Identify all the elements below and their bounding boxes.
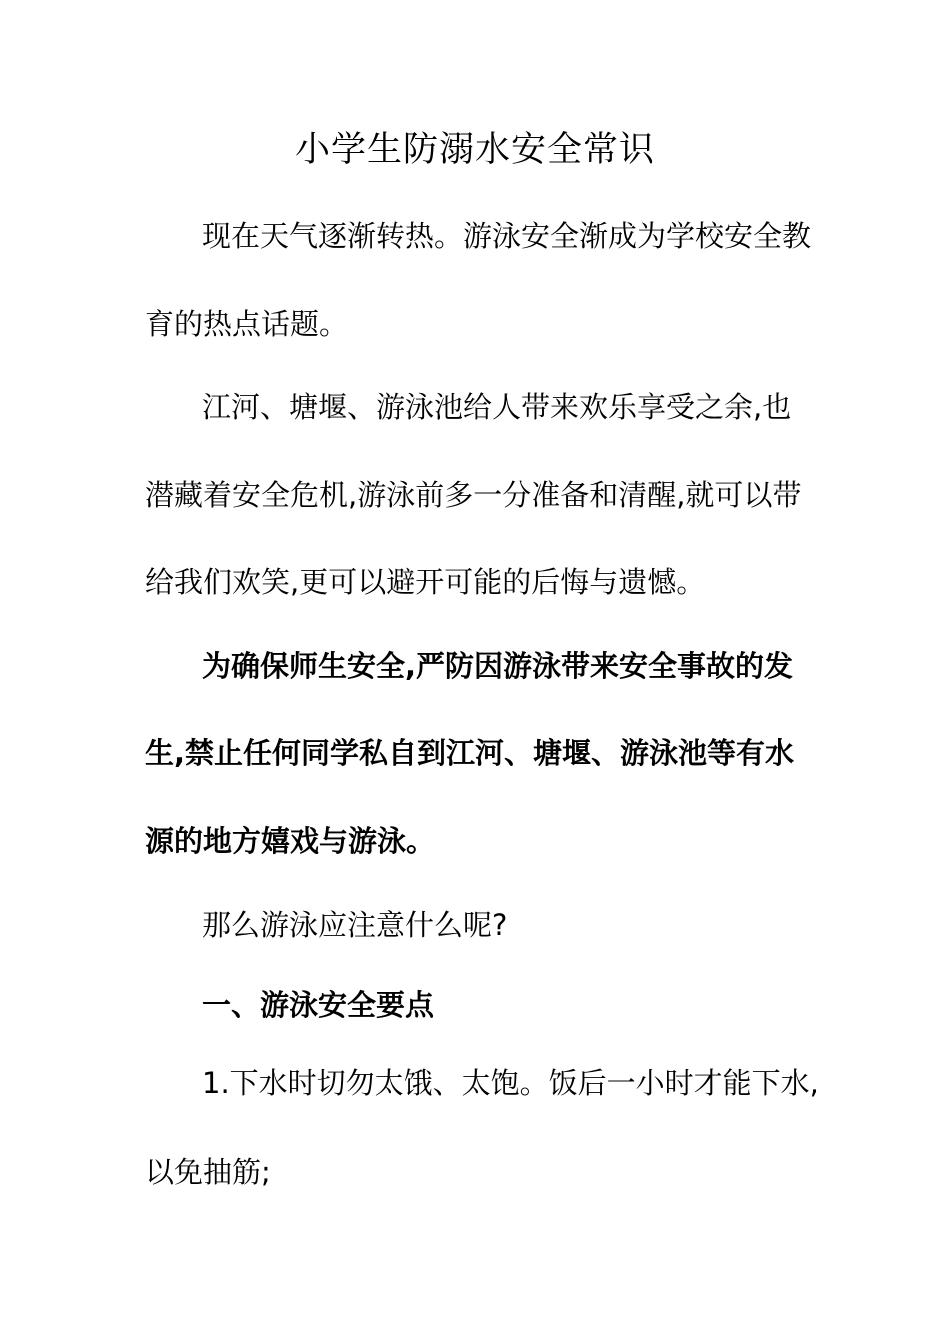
paragraph-4-line-1: 那么游泳应注意什么呢?: [202, 908, 508, 942]
paragraph-2-line-2: 潜藏着安全危机,游泳前多一分准备和清醒,就可以带: [145, 478, 802, 512]
section-heading: 一、游泳安全要点: [202, 988, 435, 1022]
paragraph-3-line-1: 为确保师生安全,严防因游泳带来安全事故的发: [202, 649, 794, 683]
paragraph-2-line-1: 江河、塘堰、游泳池给人带来欢乐享受之余,也: [202, 390, 792, 424]
paragraph-3-line-3: 源的地方嬉戏与游泳。: [145, 824, 436, 858]
paragraph-1-line-2: 育的热点话题。: [145, 307, 349, 341]
paragraph-3-line-2: 生,禁止任何同学私自到江河、塘堰、游泳池等有水: [145, 736, 795, 770]
paragraph-2-line-3: 给我们欢笑,更可以避开可能的后悔与遗憾。: [145, 565, 706, 599]
document-title: 小学生防溺水安全常识: [294, 130, 655, 170]
item-1-line-2: 以免抽筋;: [145, 1155, 271, 1189]
item-1-line-1: 1.下水时切勿太饿、太饱。饭后一小时才能下水,: [202, 1066, 819, 1100]
paragraph-1-line-1: 现在天气逐渐转热。游泳安全渐成为学校安全教: [202, 219, 812, 253]
